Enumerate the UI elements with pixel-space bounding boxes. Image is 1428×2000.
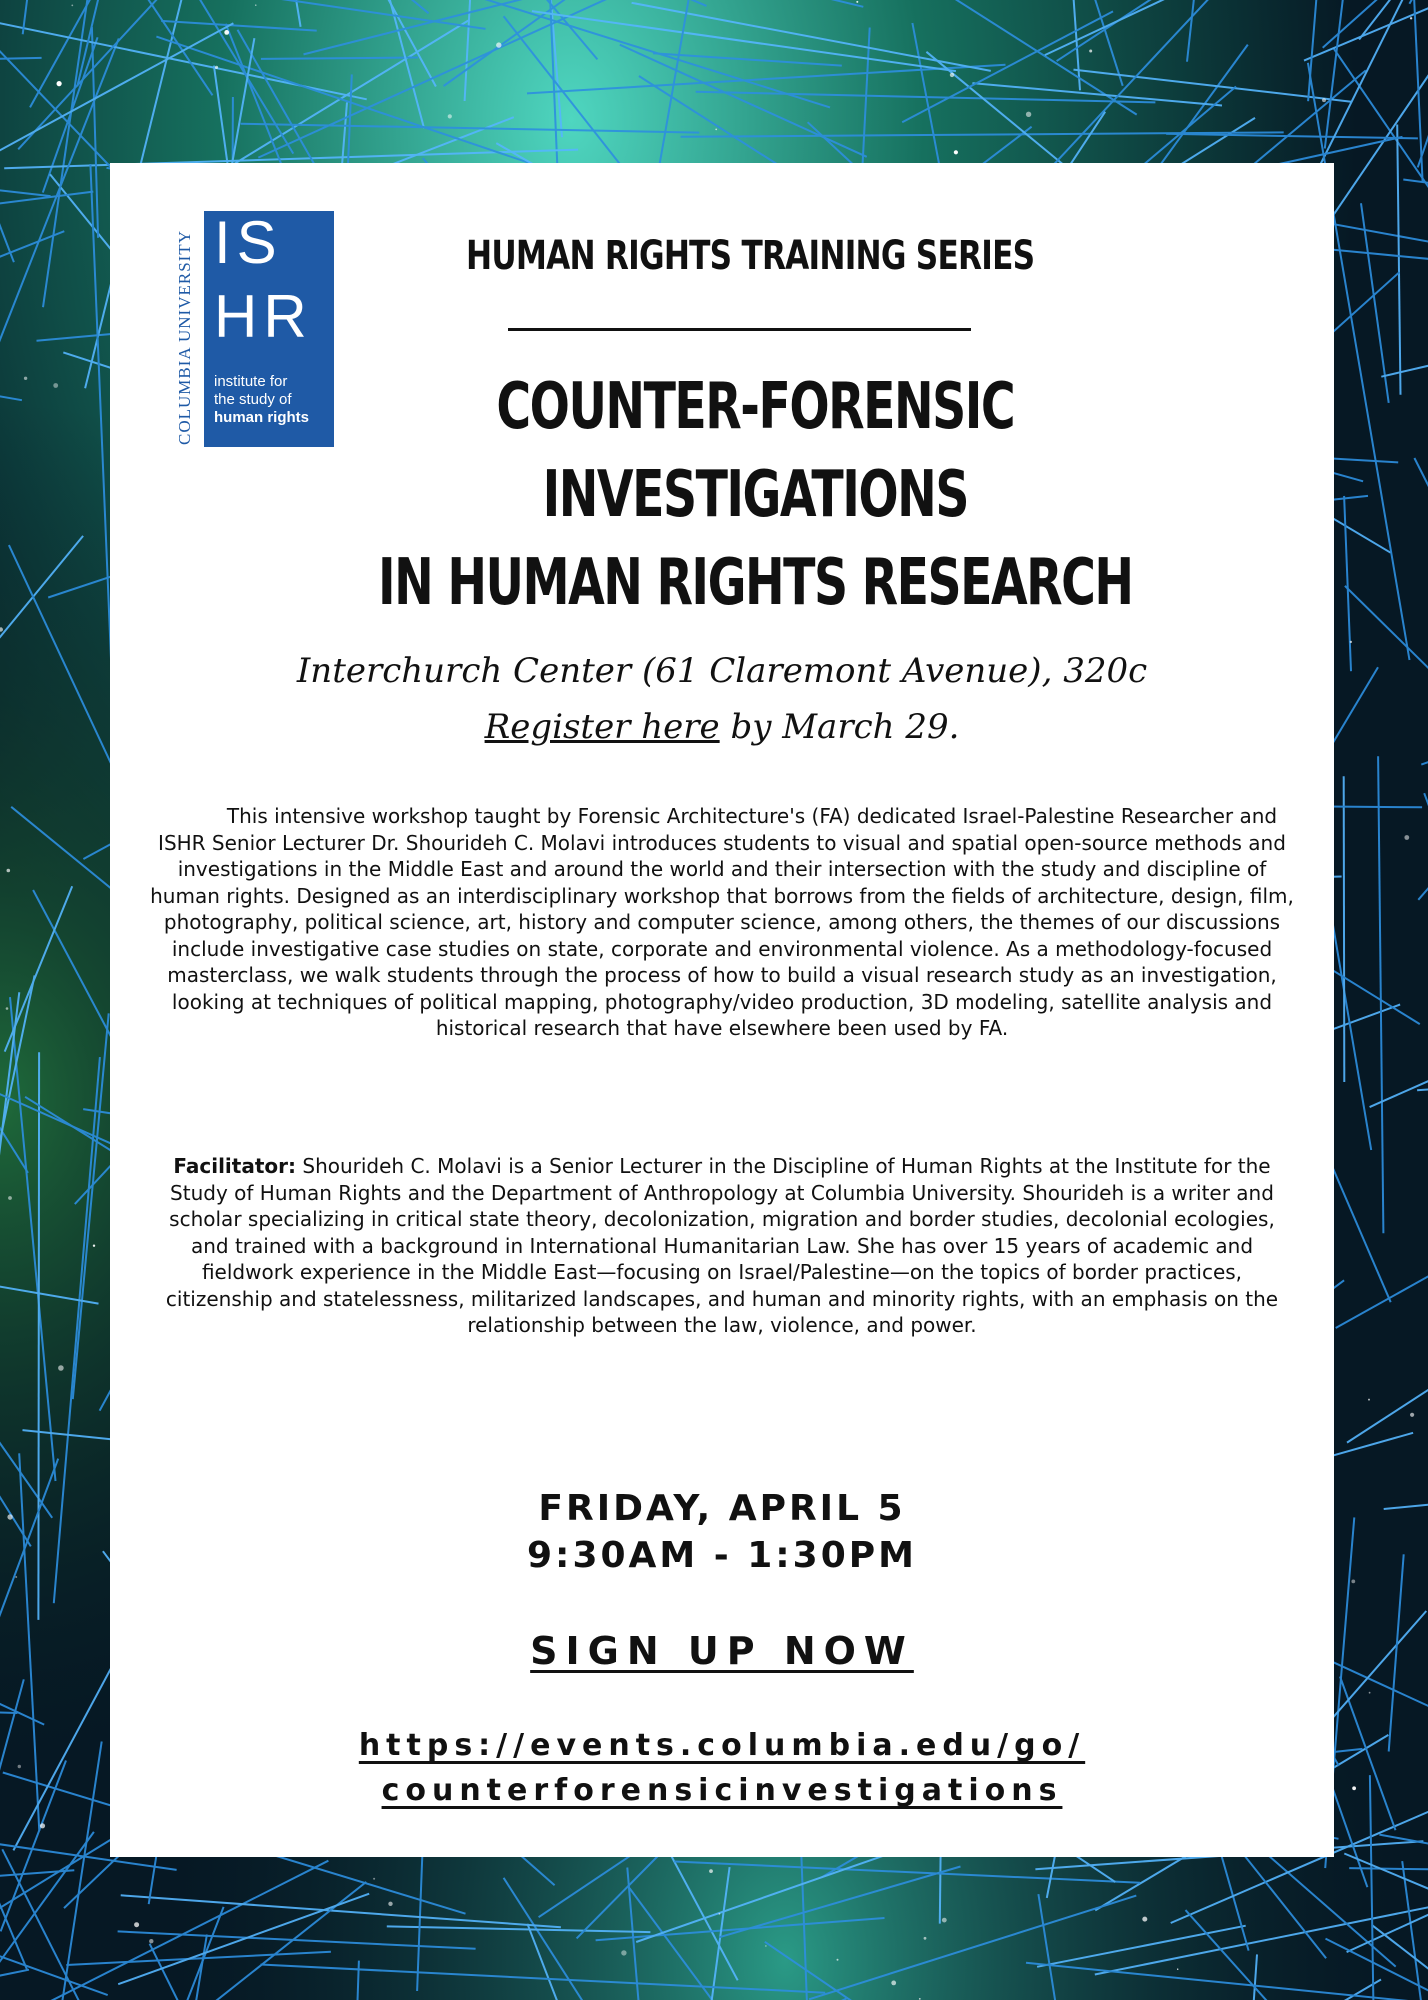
star [7,1514,12,1519]
network-line [261,58,418,59]
star [1368,1399,1370,1401]
star [15,1576,17,1578]
star [924,1937,927,1940]
star [1352,1786,1356,1790]
star [856,1,858,3]
facilitator-paragraph [150,1153,1294,1339]
star [954,150,958,154]
star [1177,1969,1178,1970]
star [134,1922,139,1927]
url-line-1[interactable]: https://events.columbia.edu/go/ [358,1728,1086,1763]
title-line-3: IN HUMAN RIGHTS RESEARCH [378,546,1133,620]
star [891,1981,896,1986]
venue-block [110,643,1334,755]
star [1351,1580,1355,1584]
star [255,5,256,6]
star [942,1918,947,1923]
facilitator-label: Facilitator: [173,1154,297,1178]
star [40,1823,45,1828]
logo-sub1: institute for [214,373,288,390]
register-line [110,699,1334,755]
event-date: FRIDAY, APRIL 5 [538,1488,906,1529]
star [215,66,218,69]
star [719,1913,721,1915]
star [57,81,62,86]
star [496,42,501,47]
star [1322,98,1326,102]
register-link[interactable]: Register here [484,707,720,747]
columbia-wordmark [170,211,198,447]
star [24,377,27,380]
star [837,1959,839,1961]
star [715,129,717,131]
star [1142,1917,1147,1922]
venue-location: Interchurch Center (61 Claremont Avenue), 320c [296,651,1148,691]
star [1404,835,1409,840]
signup-url[interactable] [110,1723,1334,1813]
star [71,5,73,7]
star [18,1765,21,1768]
star [1089,50,1092,53]
star [709,1869,713,1873]
page-title [302,363,1208,627]
flyer-card [110,163,1334,1857]
star [58,1365,64,1371]
star [1410,17,1412,19]
star [1369,1692,1371,1694]
series-heading: HUMAN RIGHTS TRAINING SERIES [465,233,1035,279]
register-deadline: by March 29. [719,707,960,747]
star [149,1939,153,1943]
star [224,30,229,35]
star [765,1945,766,1946]
star [6,1007,9,1010]
star [7,869,11,873]
star [950,73,954,77]
divider [508,328,971,331]
logo-sub3: human rights [214,409,310,426]
event-datetime [110,1485,1334,1579]
description-paragraph: This intensive workshop taught by Forensic Architecture's (FA) dedicated Israel-Palestine Researcher and ISHR Senior Lecturer Dr. Shourideh C. Molavi introduces students to visual and spatial open-source methods and investigations in the Middle East and around the world and their intersection with the study and discipline of human rights. Designed as an interdisciplinary workshop that borrows from the fields of architecture, design, film, photography, political science, art, history and computer science, among others, the themes of our discussions include investigative case studies on state, corporate and environmental violence. As a methodology-focused masterclass, we walk students through the process of how to build a visual research study as an investigation, looking at techniques of political mapping, photography/video production, 3D modeling, satellite analysis and historical research that have elsewhere been used by FA. [150,804,1294,1040]
facilitator-text: Shourideh C. Molavi is a Senior Lecturer in the Discipline of Human Rights at the Institute for the Study of Human Rights and the Department of Anthropology at Columbia University. Shourideh is a writer and scholar specializing in critical state theory, decolonization, migration and border studies, decolonial ecologies, and trained with a background in International Humanitarian Law. She has over 15 years of academic and fieldwork experience in the Middle East—focusing on Israel/Palestine—on the topics of border practices, citizenship and statelessness, militarized landscapes, and human and minority rights, with an emphasis on the relationship between the law, violence, and power. [165,1154,1279,1337]
title-line-2: INVESTIGATIONS [542,458,968,532]
star [448,114,452,118]
signup-button[interactable] [110,1629,1334,1673]
network-line [38,1052,39,1620]
network-line [1344,776,1345,1082]
logo-sub2: the study of [214,391,292,408]
signup-label[interactable]: SIGN UP NOW [530,1629,914,1673]
star [621,1950,626,1955]
logo-hr: HR [214,283,313,350]
svg-text:COLUMBIA UNIVERSITY: COLUMBIA UNIVERSITY [175,230,194,445]
star [1410,1413,1414,1417]
star [1026,112,1031,117]
logo-is: IS [214,209,283,276]
star [53,383,58,388]
star [388,1902,392,1906]
star [93,1245,95,1247]
star [8,1196,12,1200]
star [373,1878,375,1880]
star [1350,641,1352,643]
url-line-2[interactable]: counterforensicinvestigations [381,1773,1063,1808]
event-time: 9:30AM - 1:30PM [527,1535,917,1576]
logo-subtitle [214,373,309,427]
title-line-1: COUNTER-FORENSIC [496,370,1015,444]
